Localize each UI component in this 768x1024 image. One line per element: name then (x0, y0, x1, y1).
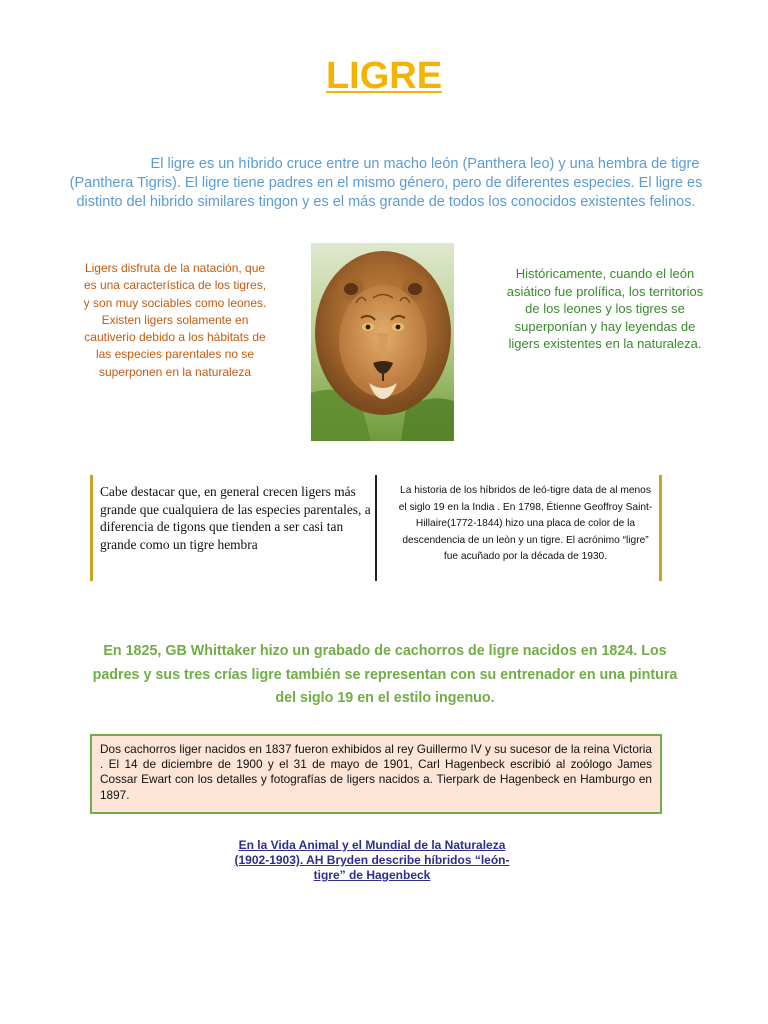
liger-photo (311, 243, 454, 441)
growth-note-box: Cabe destacar que, en general crecen ligers más grande que cualquiera de las especies parentales, a diferencia de tigons que tienden a ser casi tan grande como un tigre hembra (90, 475, 377, 581)
page-title: LIGRE (325, 55, 443, 97)
intro-paragraph: El ligre es un híbrido cruce entre un macho león (Panthera leo) y una hembra de tigre (Panthera Tigris). El ligre tiene padres en el mismo género, pero de diferentes especies. El ligre es distinto del hibrido similares tingon y es el más grande de todos los conocidos existentes felinos. (69, 156, 703, 210)
right-column-text: Históricamente, cuando el león asiático fue prolífica, los territorios de los leones y los tigres se superponían y hay leyendas de ligers existentes en la naturaleza. (506, 266, 704, 351)
bryden-link[interactable]: En la Vida Animal y el Mundial de la Naturaleza (1902-1903). AH Bryden describe híbridos “león-tigre” de Hagenbeck (234, 838, 510, 882)
left-column-text: Ligers disfruta de la natación, que es una característica de los tigres, y son muy sociables como leones. Existen ligers solamente en cautiverio debido a los hábitats de las especies parentales no se superponen en la naturaleza (83, 261, 267, 379)
history-note-box: La historia de los híbridos de leó-tigre data de al menos el siglo 19 en la India . En 1798, Étienne Geoffroy Saint-Hillaire(1772-1844) hizo una placa de color de la descendencia de un leòn y un tigre. El acrónimo “ligre” fue acuñado por la década de 1930. (393, 475, 662, 581)
hagenbeck-box: Dos cachorros liger nacidos en 1837 fueron exhibidos al rey Guillermo IV y su sucesor de la reina Victoria . El 14 de diciembre de 1900 y el 31 de mayo de 1901, Carl Hagenbeck escribió al zoólogo James Cossar Ewart con los detalles y fotografías de ligers nacidos a. Tierpark de Hagenbeck en Hamburgo en 1897. (90, 734, 662, 814)
whittaker-paragraph: En 1825, GB Whittaker hizo un grabado de cachorros de ligre nacidos en 1824. Los padres y sus tres crías ligre también se representan con su entrenador en una pintura del siglo 19 en el estilo ingenuo. (92, 643, 678, 706)
liger-photo-illustration (311, 243, 454, 441)
